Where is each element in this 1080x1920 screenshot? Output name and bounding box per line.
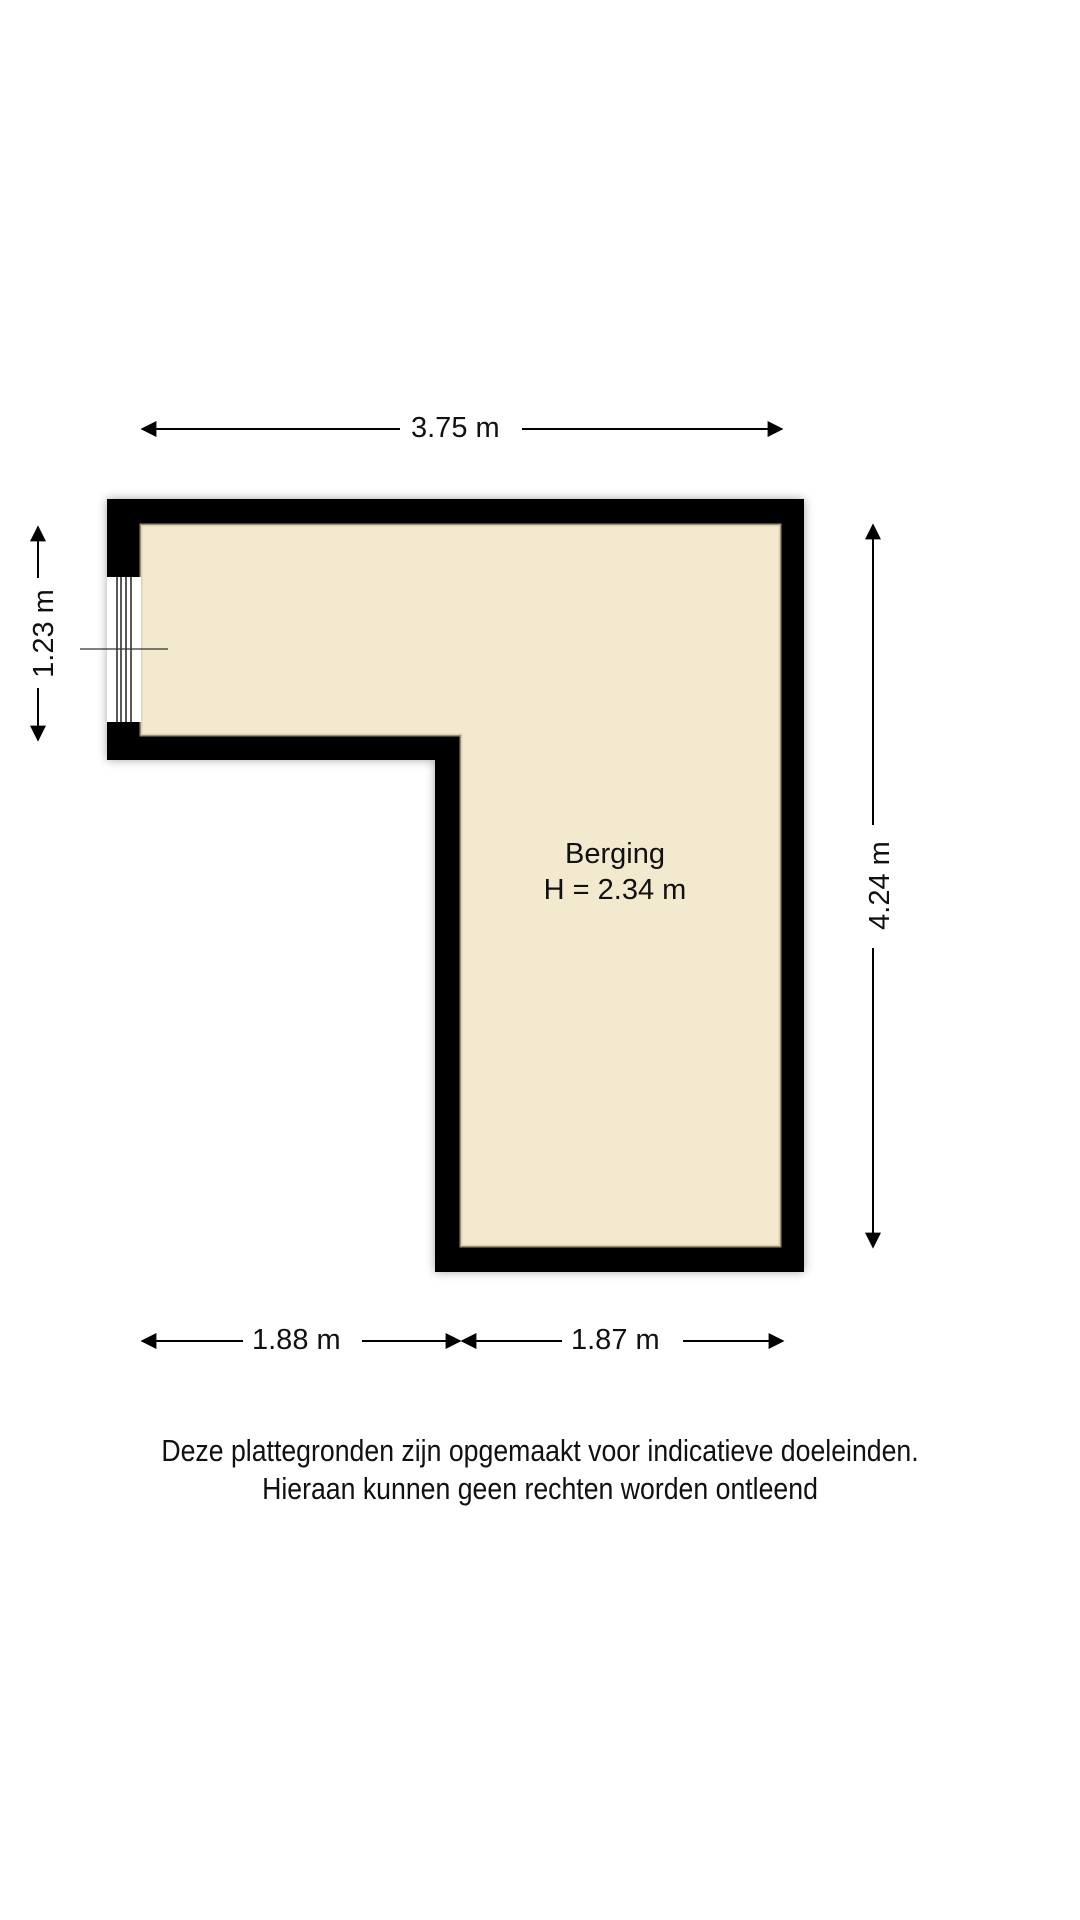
dimension-top-width: 3.75 m xyxy=(405,414,506,443)
disclaimer-line-2: Hieraan kunnen geen rechten worden ontleend xyxy=(262,1471,818,1506)
dimension-right-height: 4.24 m xyxy=(866,835,895,936)
room-name: Berging xyxy=(565,838,665,870)
room-height: H = 2.34 m xyxy=(543,874,687,906)
dimension-bottom-right-width: 1.87 m xyxy=(565,1326,666,1355)
room-label xyxy=(515,836,715,908)
disclaimer-line-1: Deze plattegronden zijn opgemaakt voor indicatieve doeleinden. xyxy=(161,1433,919,1468)
dimension-left-window-height: 1.23 m xyxy=(27,589,60,678)
disclaimer-text xyxy=(76,1432,1005,1508)
dimension-bottom-left-width: 1.88 m xyxy=(246,1326,347,1355)
